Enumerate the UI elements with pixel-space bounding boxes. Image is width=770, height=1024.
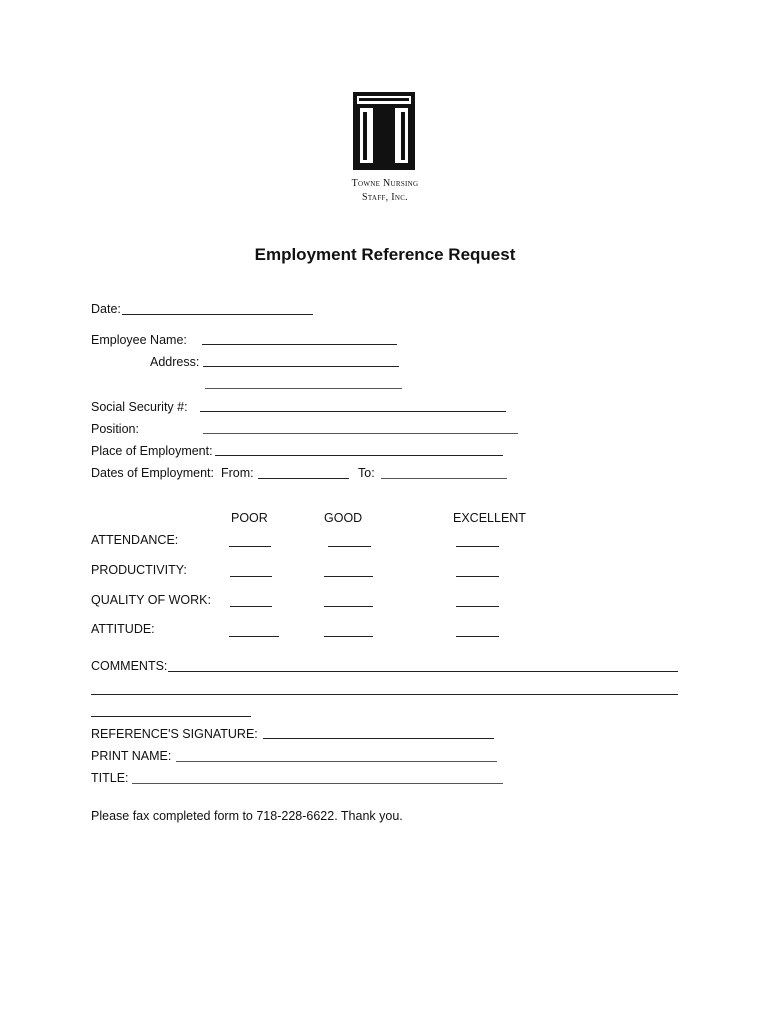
address-field-line2[interactable] [205,388,402,389]
rating-row-attitude: ATTITUDE: [91,622,155,636]
attendance-excellent-field[interactable] [456,546,499,547]
comments-field-line3[interactable] [91,716,251,717]
comments-field-line1[interactable] [168,671,678,672]
print-name-label: PRINT NAME: [91,749,172,763]
quality-good-field[interactable] [324,606,373,607]
attitude-excellent-field[interactable] [456,636,499,637]
employee-name-label: Employee Name: [91,333,187,347]
quality-excellent-field[interactable] [456,606,499,607]
productivity-poor-field[interactable] [230,576,272,577]
date-field[interactable] [122,314,313,315]
quality-poor-field[interactable] [230,606,272,607]
ssn-label: Social Security #: [91,400,188,414]
from-field[interactable] [258,478,349,479]
rating-header-good: GOOD [324,511,363,525]
to-field[interactable] [381,478,507,479]
company-logo [353,92,415,170]
place-of-employment-label: Place of Employment: [91,444,213,458]
attendance-good-field[interactable] [328,546,371,547]
employee-name-field[interactable] [202,344,397,345]
print-name-field[interactable] [176,761,497,762]
rating-row-quality-of-work: QUALITY OF WORK: [91,593,211,607]
comments-field-line2[interactable] [91,694,678,695]
productivity-excellent-field[interactable] [456,576,499,577]
productivity-good-field[interactable] [324,576,373,577]
rating-row-attendance: ATTENDANCE: [91,533,179,547]
title-label: TITLE: [91,771,129,785]
from-label: From: [221,466,254,480]
ssn-field[interactable] [200,411,506,412]
position-label: Position: [91,422,139,436]
rating-row-productivity: PRODUCTIVITY: [91,563,187,577]
reference-signature-field[interactable] [263,738,494,739]
address-label: Address: [150,355,200,369]
attendance-poor-field[interactable] [229,546,271,547]
reference-signature-label: REFERENCE'S SIGNATURE: [91,727,258,741]
date-label: Date: [91,302,121,316]
to-label: To: [358,466,375,480]
page-title: Employment Reference Request [254,245,516,264]
rating-header-excellent: EXCELLENT [453,511,526,525]
dates-of-employment-label: Dates of Employment: [91,466,214,480]
fax-instructions: Please fax completed form to 718-228-6622. Thank you. [91,809,403,823]
company-name-line1: Towne Nursing [351,178,419,189]
attitude-good-field[interactable] [324,636,373,637]
address-field-line1[interactable] [203,366,399,367]
title-field[interactable] [132,783,503,784]
attitude-poor-field[interactable] [229,636,279,637]
rating-header-poor: POOR [231,511,268,525]
comments-label: COMMENTS: [91,659,168,673]
position-field[interactable] [203,433,518,434]
place-of-employment-field[interactable] [215,455,503,456]
company-name-line2: Staff, Inc. [362,192,408,203]
